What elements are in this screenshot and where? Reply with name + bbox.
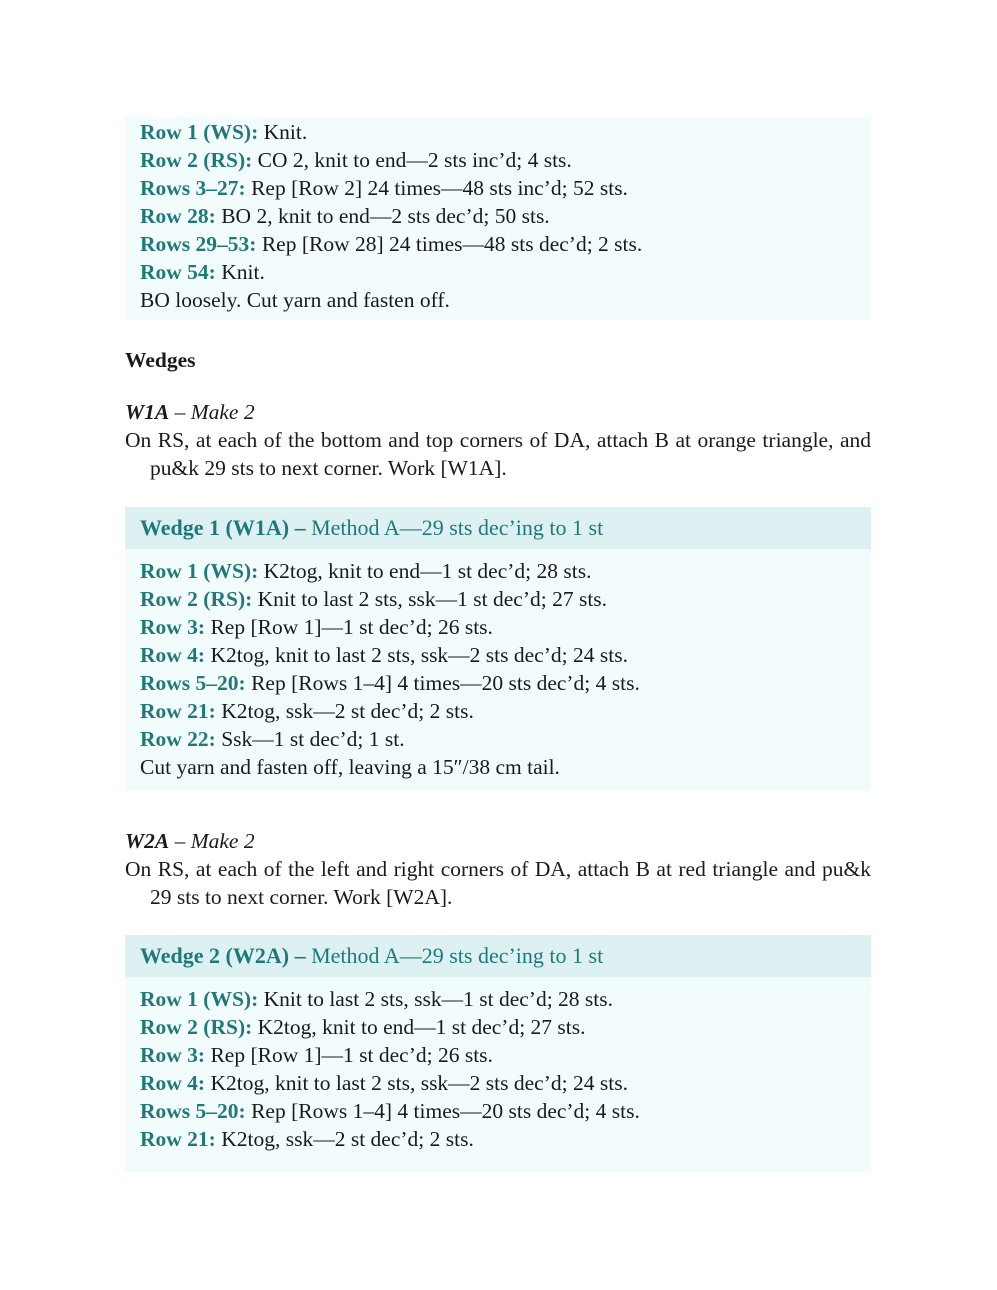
row-label: Row 28: [140, 204, 216, 228]
row-text: K2tog, knit to end—1 st dec’d; 27 sts. [252, 1015, 586, 1039]
wedge-id: W1A [125, 400, 170, 424]
row-label: Row 1 (WS): [140, 987, 259, 1011]
box-header [125, 935, 871, 977]
row-label: Row 1 (WS): [140, 559, 259, 583]
row-text: K2tog, knit to last 2 sts, ssk—2 sts dec’d; 24 sts. [205, 643, 628, 667]
row-text: CO 2, knit to end—2 sts inc’d; 4 sts. [252, 148, 572, 172]
row-text: Rep [Rows 1–4] 4 times—20 sts dec’d; 4 sts. [245, 1099, 640, 1123]
pattern-box-top [125, 117, 871, 320]
row-list [125, 977, 871, 1153]
row-label: Row 21: [140, 1127, 216, 1151]
row-line [140, 174, 871, 202]
wedge-instructions-w1a: On RS, at each of the bottom and top corners of DA, attach B at orange triangle, and pu&k 29 sts to next corner. Work [W1A]. [125, 428, 871, 480]
make-count: Make 2 [190, 829, 255, 853]
row-text: Rep [Row 2] 24 times—48 sts inc’d; 52 sts. [245, 176, 628, 200]
row-text: Rep [Row 28] 24 times—48 sts dec’d; 2 sts. [256, 232, 643, 256]
row-line [140, 286, 871, 314]
row-line [140, 985, 871, 1013]
box-header-label: Wedge 1 (W1A) – [140, 515, 306, 540]
row-label: Row 4: [140, 643, 206, 667]
row-label: Row 2 (RS): [140, 148, 253, 172]
wedge-subheading-w2a [125, 827, 255, 855]
row-line [140, 118, 871, 146]
row-text: BO 2, knit to end—2 sts dec’d; 50 sts. [215, 204, 550, 228]
row-line [140, 1097, 871, 1125]
row-line [140, 1041, 871, 1069]
row-line [140, 146, 871, 174]
row-text: Ssk—1 st dec’d; 1 st. [215, 727, 405, 751]
row-text: Rep [Row 1]—1 st dec’d; 26 sts. [205, 615, 493, 639]
row-line [140, 697, 871, 725]
row-list [125, 549, 871, 781]
row-text: Knit to last 2 sts, ssk—1 st dec’d; 27 sts. [252, 587, 608, 611]
row-text: BO loosely. Cut yarn and fasten off. [140, 288, 450, 312]
row-label: Row 2 (RS): [140, 587, 253, 611]
row-text: K2tog, knit to end—1 st dec’d; 28 sts. [258, 559, 592, 583]
row-label: Row 4: [140, 1071, 206, 1095]
wedge-subheading-w1a [125, 398, 255, 426]
row-label: Rows 3–27: [140, 176, 246, 200]
row-line [140, 202, 871, 230]
row-label: Row 21: [140, 699, 216, 723]
row-text: K2tog, ssk—2 st dec’d; 2 sts. [215, 1127, 474, 1151]
row-label: Rows 5–20: [140, 1099, 246, 1123]
box-header-label: Wedge 2 (W2A) – [140, 943, 306, 968]
pattern-box-w1a [125, 507, 871, 791]
row-line [140, 669, 871, 697]
row-text: Knit. [215, 260, 265, 284]
pattern-box-w2a [125, 935, 871, 1172]
box-header-text: Method A—29 sts dec’ing to 1 st [305, 515, 604, 540]
row-line [140, 585, 871, 613]
row-line [140, 557, 871, 585]
row-label: Row 22: [140, 727, 216, 751]
row-label: Rows 5–20: [140, 671, 246, 695]
section-heading: Wedges [125, 348, 196, 372]
row-line [140, 1013, 871, 1041]
box-header [125, 507, 871, 549]
row-line [140, 613, 871, 641]
row-text: Cut yarn and fasten off, leaving a 15″/38 cm tail. [140, 755, 560, 779]
row-text: K2tog, ssk—2 st dec’d; 2 sts. [215, 699, 474, 723]
row-line [140, 641, 871, 669]
row-text: Rep [Row 1]—1 st dec’d; 26 sts. [205, 1043, 493, 1067]
row-text: Knit to last 2 sts, ssk—1 st dec’d; 28 sts. [258, 987, 614, 1011]
row-label: Row 54: [140, 260, 216, 284]
row-line [140, 230, 871, 258]
row-line [140, 1125, 871, 1153]
row-label: Row 3: [140, 615, 206, 639]
row-line [140, 753, 871, 781]
wedge-id: W2A [125, 829, 170, 853]
wedge-instructions-w2a: On RS, at each of the left and right corners of DA, attach B at red triangle and pu&k 29 sts to next corner. Work [W2A]. [125, 857, 871, 909]
box-header-text: Method A—29 sts dec’ing to 1 st [305, 943, 604, 968]
row-text: K2tog, knit to last 2 sts, ssk—2 sts dec’d; 24 sts. [205, 1071, 628, 1095]
row-text: Rep [Rows 1–4] 4 times—20 sts dec’d; 4 sts. [245, 671, 640, 695]
make-count: Make 2 [190, 400, 255, 424]
row-label: Row 3: [140, 1043, 206, 1067]
row-text: Knit. [258, 120, 308, 144]
row-list [125, 117, 871, 314]
row-line [140, 1069, 871, 1097]
row-line [140, 725, 871, 753]
dash: – [169, 829, 191, 853]
row-label: Row 2 (RS): [140, 1015, 253, 1039]
dash: – [169, 400, 191, 424]
row-line [140, 258, 871, 286]
row-label: Rows 29–53: [140, 232, 257, 256]
row-label: Row 1 (WS): [140, 120, 259, 144]
